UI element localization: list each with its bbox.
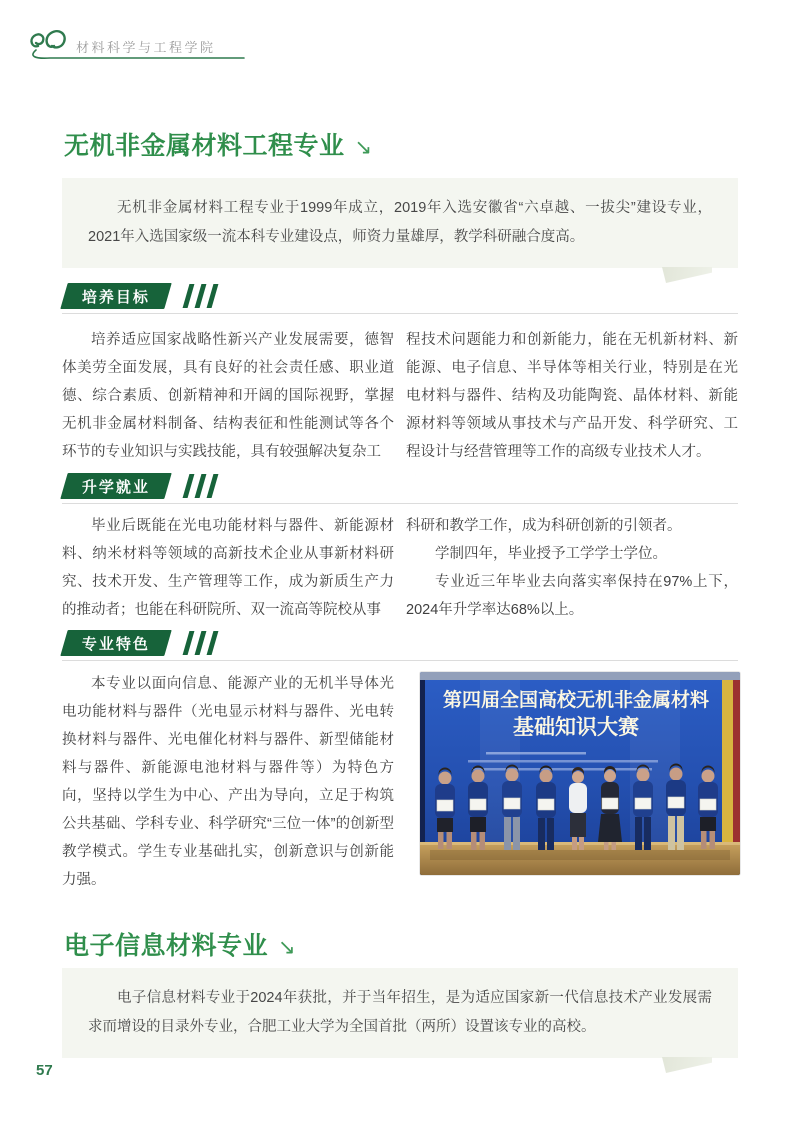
goal-text-right: 程技术问题能力和创新能力，能在无机新材料、新能源、电子信息、半导体等相关行业，特别是在光电材料与器件、结构及功能陶瓷、晶体材料、新能源材料等领域从事技术与产品开发、科学研究、工程设计与经营管理等工作的高级专业技术人才。 [406,332,738,460]
career-text-left: 毕业后既能在光电功能材料与器件、新能源材料、纳米材料等领域的高新技术企业从事新材料研究、技术开发、生产管理等工作，成为新质生产力的推动者；也能在科研院所、双一流高等院校从事 [62,518,394,618]
stripe-decoration [182,630,218,656]
feature-badge-row [64,630,218,656]
arrow-down-right-icon: ↘ [278,936,297,959]
career-text-right [406,512,738,624]
college-name: 材料科学与工程学院 [76,40,216,55]
career-right-p1: 科研和教学工作，成为科研创新的引领者。 [406,518,682,534]
goal-badge-row [64,283,218,309]
career-badge-label: 升学就业 [82,478,151,496]
speech-tail-decoration [662,1057,712,1073]
award-ceremony-photo [420,672,740,875]
photo-banner-line2: 基础知识大赛 [513,716,639,739]
arrow-down-right-icon: ↘ [354,136,373,159]
major1-intro-text: 无机非金属材料工程专业于1999年成立，2019年入选安徽省“六卓越、一拔尖”建设专业，2021年入选国家级一流本科专业建设点，师资力量雄厚，教学科研融合度高。 [88,200,712,245]
feature-badge-label: 专业特色 [82,635,151,653]
feature-text-left: 本专业以面向信息、能源产业的无机半导体光电功能材料与器件（光电显示材料与器件、光电转换材料与器件、光电催化材料与器件、新型储能材料与器件、新能源电池材料与器件等）为特色方向，坚持以学生为中心、产出为导向，立足于构筑公共基础、学科专业、科学研究“三位一体”的创新型教学模式。学生专业基础扎实，创新意识与创新能力强。 [62,676,394,888]
career-badge [60,473,171,499]
section-rule [62,503,738,504]
major2-intro-text: 电子信息材料专业于2024年获批，并于当年招生，是为适应国家新一代信息技术产业发展需求而增设的目录外专业，合肥工业大学为全国首批（两所）设置该专业的高校。 [88,990,712,1035]
page-number: 57 [36,1062,53,1079]
section-rule [62,313,738,314]
major1-intro-box [62,178,738,268]
stripe-decoration [182,473,218,499]
career-badge-row [64,473,218,499]
major2-intro-box [62,968,738,1058]
stripe-decoration [182,283,218,309]
feature-badge [60,630,171,656]
goal-badge-label: 培养目标 [82,288,151,306]
major1-title [64,126,373,162]
major2-title-text: 电子信息材料专业 [64,932,269,960]
major1-title-text: 无机非金属材料工程专业 [64,132,345,160]
section-rule [62,660,738,661]
photo-banner-line1: 第四届全国高校无机非金属材料 [442,690,710,711]
career-right-p3: 专业近三年毕业去向落实率保持在97%上下，2024年升学率达68%以上。 [406,574,738,618]
goal-text-left: 培养适应国家战略性新兴产业发展需要，德智体美劳全面发展，具有良好的社会责任感、职业道德、综合素质、创新精神和开阔的国际视野，掌握无机非金属材料制备、结构表征和性能测试等各个环节的专业知识与实践技能，具有较强解决复杂工 [62,332,394,460]
major2-title [64,926,296,962]
speech-tail-decoration [662,267,712,283]
career-right-p2: 学制四年，毕业授予工学学士学位。 [435,546,667,562]
goal-badge [60,283,171,309]
